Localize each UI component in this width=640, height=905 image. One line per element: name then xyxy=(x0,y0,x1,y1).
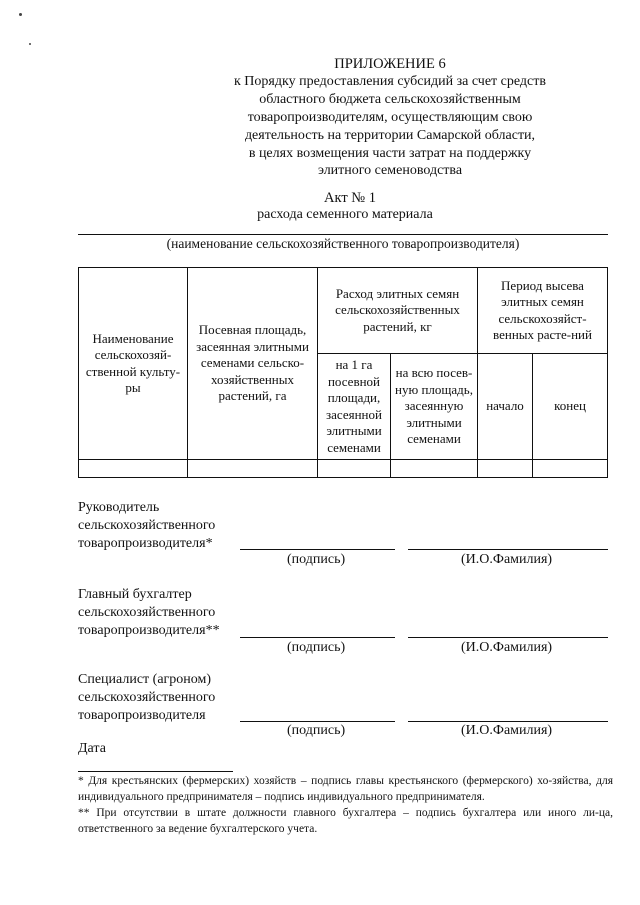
date-label: Дата xyxy=(78,741,106,756)
header-expense-total: на всю посев-ную площадь, засеянную элитными семенами xyxy=(391,354,478,460)
appendix-line: элитного семеноводства xyxy=(317,163,463,178)
accountant-signature-line[interactable] xyxy=(240,637,395,638)
signatory-accountant-label: Главный бухгалтер сельскохозяйственного товаропроизводителя** xyxy=(78,587,220,638)
seed-expense-table xyxy=(78,267,608,478)
header-expense-per-ha: на 1 га посевной площади, засеянной элитными семенами xyxy=(318,354,391,460)
footnote-accountant: ** При отсутствии в штате должности главного бухгалтера – подпись бухгалтера или иного ли-ца, ответственного за ведение бухгалтерского учета. xyxy=(78,807,613,835)
accountant-signature-caption: (подпись) xyxy=(287,640,346,655)
signatory-head-label: Руководитель сельскохозяйственного товаропроизводителя* xyxy=(78,500,216,551)
cell-period-end[interactable] xyxy=(533,460,608,478)
producer-name-caption: (наименование сельскохозяйственного товаропроизводителя) xyxy=(166,236,520,251)
act-subtitle: расхода семенного материала xyxy=(257,207,433,222)
header-period-end: конец xyxy=(533,354,608,460)
header-sown-area: Посевная площадь, засеянная элитными семенами сельско-хозяйственных растений, га xyxy=(188,268,318,460)
cell-expense-per-ha[interactable] xyxy=(318,460,391,478)
appendix-line: к Порядку предоставления субсидий за счет средств xyxy=(234,74,546,89)
signatory-agronomist-label: Специалист (агроном) сельскохозяйственного товаропроизводителя xyxy=(78,672,216,723)
header-period-start: начало xyxy=(478,354,533,460)
appendix-title: ПРИЛОЖЕНИЕ 6 xyxy=(334,56,446,72)
cell-crop-name[interactable] xyxy=(79,460,188,478)
appendix-line: в целях возмещения части затрат на поддержку xyxy=(248,146,532,161)
head-signature-line[interactable] xyxy=(240,549,395,550)
head-name-line[interactable] xyxy=(408,549,608,550)
footnote-separator xyxy=(78,771,233,772)
agronomist-signature-caption: (подпись) xyxy=(287,723,346,738)
head-name-caption: (И.О.Фамилия) xyxy=(461,552,553,567)
act-title: Акт № 1 xyxy=(324,190,376,206)
footnote-head: * Для крестьянских (фермерских) хозяйств – подпись главы крестьянского (фермерского) хо-зяйства, для индивидуального предпринимателя – подпись индивидуального предпринимателя. xyxy=(78,775,613,803)
header-seed-expense: Расход элитных семян сельскохозяйственных растений, кг xyxy=(318,268,478,354)
header-crop-name: Наименование сельскохозяй-ственной культу-ры xyxy=(79,268,188,460)
producer-name-line[interactable] xyxy=(78,234,608,235)
accountant-name-caption: (И.О.Фамилия) xyxy=(461,640,553,655)
agronomist-name-line[interactable] xyxy=(408,721,608,722)
agronomist-name-caption: (И.О.Фамилия) xyxy=(461,723,553,738)
cell-sown-area[interactable] xyxy=(188,460,318,478)
cell-expense-total[interactable] xyxy=(391,460,478,478)
agronomist-signature-line[interactable] xyxy=(240,721,395,722)
scan-speck xyxy=(29,43,31,45)
scan-speck xyxy=(19,13,22,16)
appendix-line: деятельность на территории Самарской области, xyxy=(244,128,536,143)
header-sowing-period: Период высева элитных семян сельскохозяйст-венных расте-ний xyxy=(478,268,608,354)
head-signature-caption: (подпись) xyxy=(287,552,346,567)
cell-period-start[interactable] xyxy=(478,460,533,478)
table-row xyxy=(79,460,608,478)
appendix-line: областного бюджета сельскохозяйственным xyxy=(259,92,521,107)
appendix-line: товаропроизводителям, осуществляющим свою xyxy=(247,110,533,125)
accountant-name-line[interactable] xyxy=(408,637,608,638)
